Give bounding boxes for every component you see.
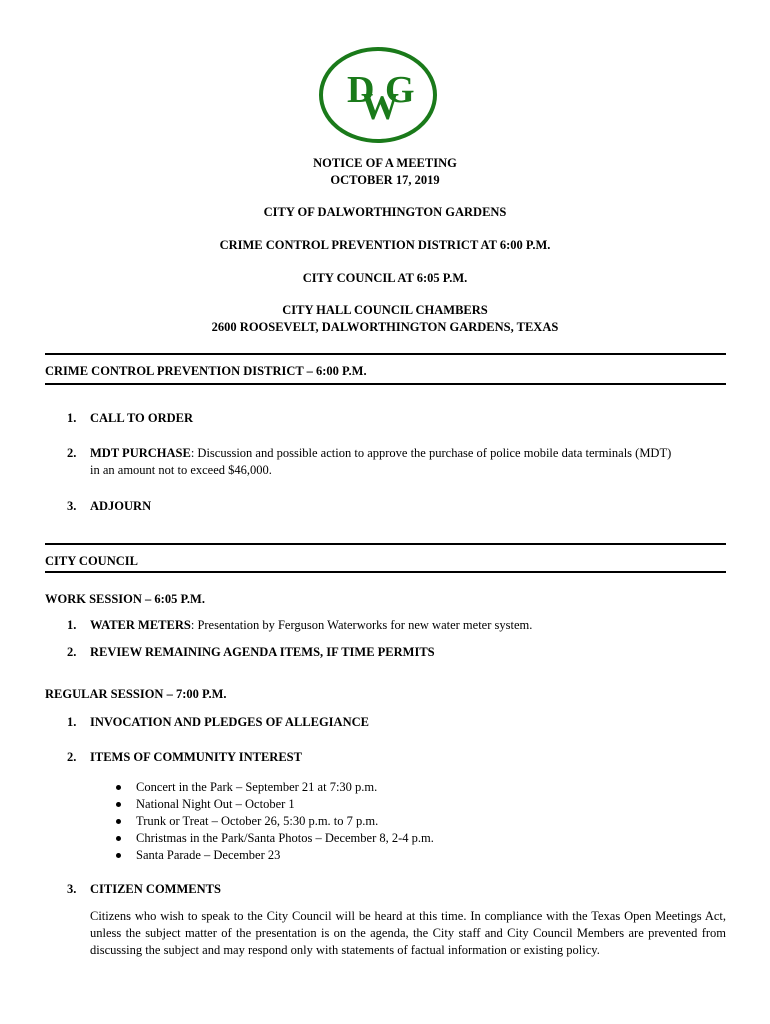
section-rule-bottom (45, 383, 726, 385)
regular-session-title: REGULAR SESSION – 7:00 P.M. (45, 687, 227, 701)
list-item: Santa Parade – December 23 (113, 847, 434, 864)
agenda-item (67, 714, 727, 731)
agenda-item (67, 881, 727, 898)
item-number: 1. (67, 411, 77, 425)
agenda-item (67, 445, 727, 479)
notice-title: NOTICE OF A MEETING (313, 156, 457, 170)
item-title: CITIZEN COMMENTS (90, 882, 221, 896)
logo-letter-g: G (385, 69, 415, 111)
section-rule-bottom (45, 571, 726, 573)
item-number: 3. (67, 499, 77, 513)
city-name: CITY OF DALWORTHINGTON GARDENS (263, 205, 507, 219)
item-number: 2. (67, 446, 77, 460)
location-line2: 2600 ROOSEVELT, DALWORTHINGTON GARDENS, TEXAS (211, 320, 559, 334)
section-rule-top (45, 543, 726, 545)
bullet-icon (116, 802, 121, 807)
meeting-date: OCTOBER 17, 2019 (330, 173, 440, 187)
item-title: ITEMS OF COMMUNITY INTEREST (90, 750, 302, 764)
list-item: Concert in the Park – September 21 at 7:30 p.m. (113, 779, 434, 796)
section-rule-top (45, 353, 726, 355)
ccpd-time: CRIME CONTROL PREVENTION DISTRICT AT 6:00 P.M. (219, 238, 551, 252)
agenda-item (67, 498, 727, 515)
item-description-cont: in an amount not to exceed $46,000. (90, 463, 272, 477)
bullet-icon (116, 853, 121, 858)
item-title: ADJOURN (90, 499, 152, 513)
item-title: REVIEW REMAINING AGENDA ITEMS, IF TIME PERMITS (90, 645, 435, 659)
citizen-comments-text: Citizens who wish to speak to the City Council will be heard at this time. In compliance with the Texas Open Meetings Act, unless the subject matter of the presentation is on the agenda, the City staff and City Council Members are prevented from discussing the subject and may respond only with statements of factual information or existing policy. (90, 909, 726, 957)
item-description: : Presentation by Ferguson Waterworks for new water meter system. (190, 618, 533, 632)
bullet-icon (116, 819, 121, 824)
logo-letter-d: D (347, 69, 375, 111)
logo-letter-w: W (361, 86, 399, 128)
item-title: WATER METERS (90, 618, 191, 632)
item-title: CALL TO ORDER (90, 411, 194, 425)
agenda-item (67, 617, 727, 634)
agenda-item (67, 410, 727, 427)
bullet-icon (116, 785, 121, 790)
agenda-item (67, 644, 727, 661)
community-interest-list (113, 779, 434, 864)
item-number: 1. (67, 618, 77, 632)
item-number: 3. (67, 882, 77, 896)
bullet-icon (116, 836, 121, 841)
item-title: MDT PURCHASE (90, 446, 191, 460)
council-section-title: CITY COUNCIL (45, 554, 138, 568)
agenda-item (67, 749, 727, 766)
city-logo (318, 46, 438, 144)
ccpd-section-title: CRIME CONTROL PREVENTION DISTRICT – 6:00 P.M. (45, 364, 367, 378)
location-line1: CITY HALL COUNCIL CHAMBERS (282, 303, 488, 317)
item-title: INVOCATION AND PLEDGES OF ALLEGIANCE (90, 715, 369, 729)
item-description: : Discussion and possible action to approve the purchase of police mobile data terminals (MDT) (190, 446, 672, 460)
list-item: Trunk or Treat – October 26, 5:30 p.m. to 7 p.m. (113, 813, 434, 830)
list-item: Christmas in the Park/Santa Photos – December 8, 2-4 p.m. (113, 830, 434, 847)
item-number: 1. (67, 715, 77, 729)
list-item: National Night Out – October 1 (113, 796, 434, 813)
item-number: 2. (67, 645, 77, 659)
item-number: 2. (67, 750, 77, 764)
council-time: CITY COUNCIL AT 6:05 P.M. (302, 271, 468, 285)
work-session-title: WORK SESSION – 6:05 P.M. (45, 592, 205, 606)
